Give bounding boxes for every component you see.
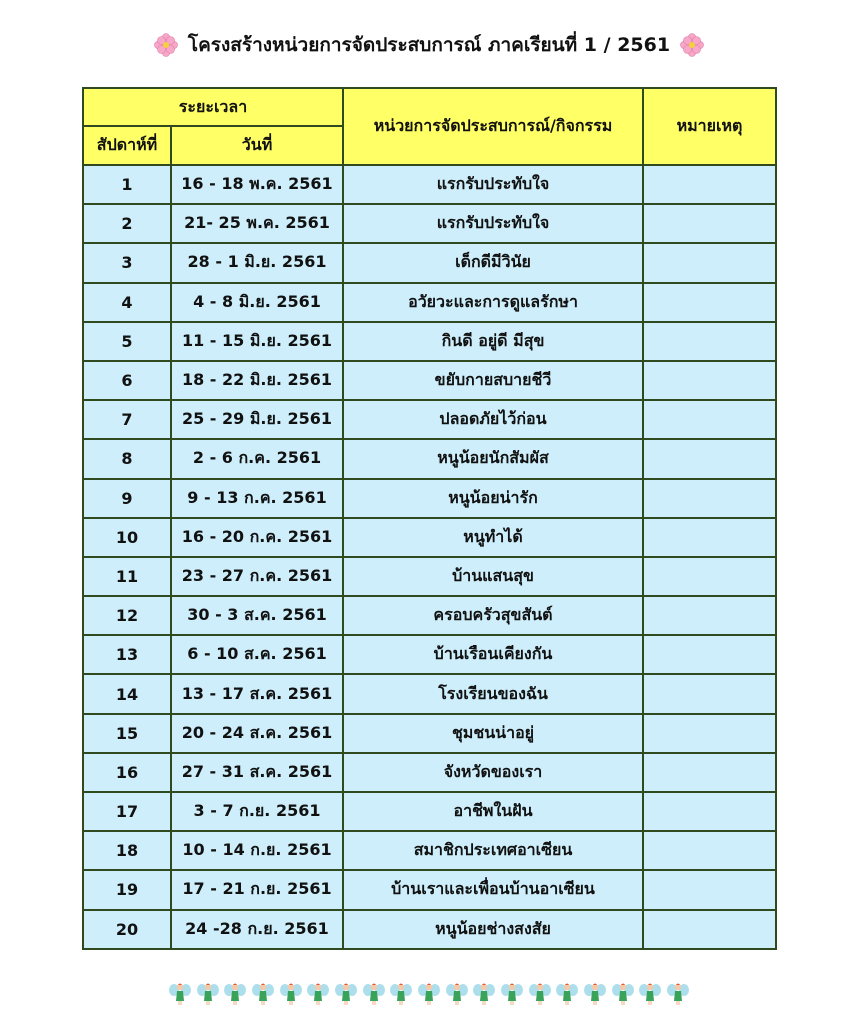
date-cell: 28 - 1 มิ.ย. 2561	[171, 243, 343, 282]
fairy-icon	[279, 981, 303, 1007]
week-cell: 1	[83, 165, 171, 204]
date-cell: 30 - 3 ส.ค. 2561	[171, 596, 343, 635]
date-cell: 10 - 14 ก.ย. 2561	[171, 831, 343, 870]
date-cell: 6 - 10 ส.ค. 2561	[171, 635, 343, 674]
remark-cell	[643, 753, 776, 792]
unit-cell: ชุมชนน่าอยู่	[343, 714, 643, 753]
remark-cell	[643, 635, 776, 674]
fairy-icon	[168, 981, 192, 1007]
flower-icon	[154, 33, 178, 57]
fairy-icon	[362, 981, 386, 1007]
fairy-icon	[223, 981, 247, 1007]
header-week: สัปดาห์ที่	[83, 126, 171, 165]
week-cell: 5	[83, 322, 171, 361]
fairy-icon	[583, 981, 607, 1007]
header-period: ระยะเวลา	[83, 88, 343, 126]
week-cell: 10	[83, 518, 171, 557]
remark-cell	[643, 165, 776, 204]
week-cell: 8	[83, 439, 171, 478]
table-row	[83, 204, 776, 243]
week-cell: 9	[83, 479, 171, 518]
remark-cell	[643, 596, 776, 635]
table-row	[83, 831, 776, 870]
table-row	[83, 557, 776, 596]
remark-cell	[643, 322, 776, 361]
unit-cell: อาชีพในฝัน	[343, 792, 643, 831]
date-cell: 2 - 6 ก.ค. 2561	[171, 439, 343, 478]
remark-cell	[643, 479, 776, 518]
fairy-icon	[196, 981, 220, 1007]
date-cell: 23 - 27 ก.ค. 2561	[171, 557, 343, 596]
week-cell: 12	[83, 596, 171, 635]
fairy-icon	[500, 981, 524, 1007]
table-row	[83, 870, 776, 909]
table-row	[83, 322, 776, 361]
date-cell: 16 - 18 พ.ค. 2561	[171, 165, 343, 204]
unit-cell: กินดี อยู่ดี มีสุข	[343, 322, 643, 361]
unit-cell: แรกรับประทับใจ	[343, 204, 643, 243]
table-row	[83, 753, 776, 792]
week-cell: 19	[83, 870, 171, 909]
week-cell: 2	[83, 204, 171, 243]
fairy-icon	[555, 981, 579, 1007]
fairy-icon	[417, 981, 441, 1007]
remark-cell	[643, 243, 776, 282]
remark-cell	[643, 400, 776, 439]
date-cell: 16 - 20 ก.ค. 2561	[171, 518, 343, 557]
date-cell: 25 - 29 มิ.ย. 2561	[171, 400, 343, 439]
unit-cell: สมาชิกประเทศอาเซียน	[343, 831, 643, 870]
unit-cell: แรกรับประทับใจ	[343, 165, 643, 204]
table-row	[83, 910, 776, 949]
fairy-icon	[389, 981, 413, 1007]
unit-cell: บ้านเรือนเคียงกัน	[343, 635, 643, 674]
unit-cell: จังหวัดของเรา	[343, 753, 643, 792]
week-cell: 11	[83, 557, 171, 596]
date-cell: 18 - 22 มิ.ย. 2561	[171, 361, 343, 400]
header-date: วันที่	[171, 126, 343, 165]
unit-cell: บ้านเราและเพื่อนบ้านอาเซียน	[343, 870, 643, 909]
week-cell: 3	[83, 243, 171, 282]
remark-cell	[643, 518, 776, 557]
table-row	[83, 792, 776, 831]
week-cell: 17	[83, 792, 171, 831]
title-text: โครงสร้างหน่วยการจัดประสบการณ์ ภาคเรียนที่ 1 / 2561	[187, 34, 671, 56]
date-cell: 3 - 7 ก.ย. 2561	[171, 792, 343, 831]
table-row	[83, 674, 776, 713]
remark-cell	[643, 714, 776, 753]
table-row	[83, 714, 776, 753]
date-cell: 27 - 31 ส.ค. 2561	[171, 753, 343, 792]
fairy-icon	[611, 981, 635, 1007]
date-cell: 9 - 13 ก.ค. 2561	[171, 479, 343, 518]
unit-cell: หนูน้อยนักสัมผัส	[343, 439, 643, 478]
date-cell: 21- 25 พ.ค. 2561	[171, 204, 343, 243]
fairy-decoration-row	[168, 980, 690, 1008]
remark-cell	[643, 439, 776, 478]
fairy-icon	[638, 981, 662, 1007]
header-unit: หน่วยการจัดประสบการณ์/กิจกรรม	[343, 88, 643, 165]
unit-cell: เด็กดีมีวินัย	[343, 243, 643, 282]
fairy-icon	[472, 981, 496, 1007]
week-cell: 15	[83, 714, 171, 753]
unit-cell: ครอบครัวสุขสันต์	[343, 596, 643, 635]
remark-cell	[643, 557, 776, 596]
week-cell: 18	[83, 831, 171, 870]
fairy-icon	[334, 981, 358, 1007]
week-cell: 13	[83, 635, 171, 674]
table-row	[83, 283, 776, 322]
date-cell: 20 - 24 ส.ค. 2561	[171, 714, 343, 753]
remark-cell	[643, 792, 776, 831]
header-remark: หมายเหตุ	[643, 88, 776, 165]
remark-cell	[643, 831, 776, 870]
remark-cell	[643, 910, 776, 949]
unit-cell: หนูน้อยน่ารัก	[343, 479, 643, 518]
unit-cell: ปลอดภัยไว้ก่อน	[343, 400, 643, 439]
week-cell: 7	[83, 400, 171, 439]
week-cell: 6	[83, 361, 171, 400]
table-row	[83, 596, 776, 635]
fairy-icon	[666, 981, 690, 1007]
unit-cell: หนูน้อยช่างสงสัย	[343, 910, 643, 949]
schedule-table	[82, 87, 777, 950]
date-cell: 24 -28 ก.ย. 2561	[171, 910, 343, 949]
remark-cell	[643, 283, 776, 322]
table-row	[83, 165, 776, 204]
remark-cell	[643, 870, 776, 909]
remark-cell	[643, 674, 776, 713]
table-row	[83, 439, 776, 478]
unit-cell: ขยับกายสบายชีวี	[343, 361, 643, 400]
unit-cell: อวัยวะและการดูแลรักษา	[343, 283, 643, 322]
page-title	[0, 28, 858, 62]
fairy-icon	[445, 981, 469, 1007]
unit-cell: หนูทำได้	[343, 518, 643, 557]
table-row	[83, 361, 776, 400]
flower-icon	[680, 33, 704, 57]
week-cell: 20	[83, 910, 171, 949]
table-row	[83, 518, 776, 557]
date-cell: 17 - 21 ก.ย. 2561	[171, 870, 343, 909]
table-row	[83, 243, 776, 282]
unit-cell: โรงเรียนของฉัน	[343, 674, 643, 713]
fairy-icon	[306, 981, 330, 1007]
date-cell: 11 - 15 มิ.ย. 2561	[171, 322, 343, 361]
table-row	[83, 635, 776, 674]
date-cell: 13 - 17 ส.ค. 2561	[171, 674, 343, 713]
week-cell: 16	[83, 753, 171, 792]
week-cell: 4	[83, 283, 171, 322]
date-cell: 4 - 8 มิ.ย. 2561	[171, 283, 343, 322]
table-row	[83, 479, 776, 518]
fairy-icon	[528, 981, 552, 1007]
week-cell: 14	[83, 674, 171, 713]
remark-cell	[643, 361, 776, 400]
unit-cell: บ้านแสนสุข	[343, 557, 643, 596]
remark-cell	[643, 204, 776, 243]
table-row	[83, 400, 776, 439]
fairy-icon	[251, 981, 275, 1007]
